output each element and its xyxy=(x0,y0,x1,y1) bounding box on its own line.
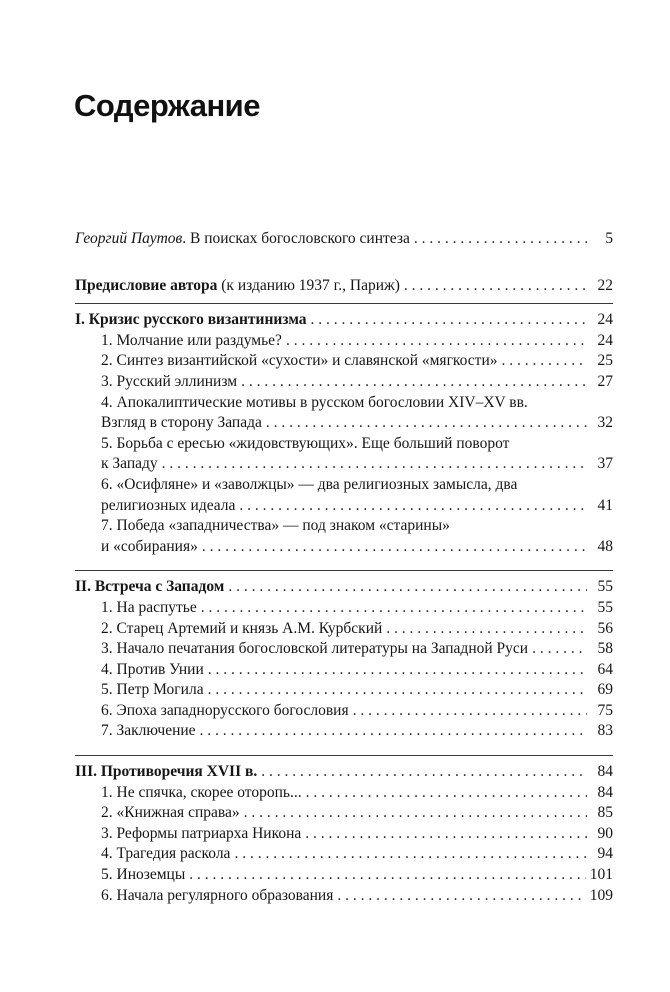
page-number: 84 xyxy=(597,783,613,801)
subentry-title: 1. Молчание или раздумье? xyxy=(101,331,282,349)
toc-subentry[interactable] xyxy=(75,701,613,722)
subentry-title: 2. «Книжная справа» xyxy=(101,804,240,822)
subentry-title: 3. Реформы патриарха Никона xyxy=(101,824,302,842)
chapter-title: III. Противоречия XVII в. xyxy=(75,763,258,781)
dot-leader xyxy=(261,762,587,783)
toc-subentry[interactable] xyxy=(75,351,613,372)
toc-subentry[interactable] xyxy=(75,680,613,701)
dot-leader xyxy=(208,660,587,681)
page-number: 41 xyxy=(597,496,613,514)
subentry-row xyxy=(101,886,613,907)
page-number: 94 xyxy=(597,845,613,863)
subentry-row xyxy=(101,372,613,393)
page-number: 5 xyxy=(605,230,613,247)
dot-leader xyxy=(353,701,587,722)
toc-subentry[interactable] xyxy=(75,331,613,352)
page-number: 27 xyxy=(597,372,613,390)
dot-leader xyxy=(306,783,587,804)
page-number: 25 xyxy=(597,352,613,370)
dot-leader xyxy=(404,276,587,297)
page-number: 101 xyxy=(589,866,613,884)
subentry-title: 2. Старец Артемий и князь А.М. Курбский xyxy=(101,619,383,637)
page-number: 83 xyxy=(597,722,613,740)
page-number: 58 xyxy=(597,640,613,658)
dot-leader xyxy=(228,577,587,598)
spacer xyxy=(75,250,613,276)
dot-leader xyxy=(189,865,585,886)
subentry-title: религиозных идеала xyxy=(101,496,236,514)
toc-entry-chapter[interactable] xyxy=(75,577,613,598)
subentry-title: 7. Заключение xyxy=(101,722,196,740)
toc-subentry[interactable] xyxy=(75,475,613,516)
subentry-row xyxy=(101,619,613,640)
page-number: 55 xyxy=(597,578,613,596)
subentry-title: 5. Петр Могила xyxy=(101,681,204,699)
dot-leader xyxy=(244,803,587,824)
dot-leader xyxy=(162,454,587,475)
subentry-row xyxy=(101,721,613,742)
dot-leader xyxy=(208,680,587,701)
section-divider xyxy=(75,570,613,571)
toc-entry-intro[interactable] xyxy=(75,229,613,250)
dot-leader xyxy=(305,824,587,845)
subentry-row xyxy=(101,680,613,701)
dot-leader xyxy=(502,351,588,372)
page-number: 48 xyxy=(597,537,613,555)
toc-subentry[interactable] xyxy=(75,434,613,475)
toc-entry-text xyxy=(75,276,400,297)
subentry-title: и «собирания» xyxy=(101,537,198,555)
toc-subentry[interactable] xyxy=(75,886,613,907)
toc-entry-preface[interactable] xyxy=(75,276,613,297)
subentry-row xyxy=(101,783,613,804)
subentry-title: 6. Начала регулярного образования xyxy=(101,886,334,904)
toc-subentry[interactable] xyxy=(75,844,613,865)
subentry-title: 2. Синтез византийской «сухости» и славянской «мягкости» xyxy=(101,352,498,370)
chapter-title: I. Кризис русского византинизма xyxy=(75,311,307,329)
subentry-row xyxy=(101,865,613,886)
page-number: 75 xyxy=(597,701,613,719)
spacer xyxy=(75,742,613,748)
page-number: 37 xyxy=(597,455,613,473)
toc-subentry[interactable] xyxy=(75,393,613,434)
dot-leader xyxy=(311,310,587,331)
subentry-title: 3. Русский эллинизм xyxy=(101,372,238,390)
toc-entry-chapter[interactable] xyxy=(75,762,613,783)
toc-subentry[interactable] xyxy=(75,783,613,804)
subentry-title-line: 6. «Осифляне» и «заволжцы» — два религиозных замысла, два xyxy=(101,475,518,493)
subentry-row xyxy=(101,537,613,558)
subentry-title: 3. Начало печатания богословской литературы на Западной Руси xyxy=(101,640,529,658)
subentry-title: Взгляд в сторону Запада xyxy=(101,414,262,432)
dot-leader xyxy=(241,372,587,393)
subentry-title: 1. Не спячка, скорее оторопь... xyxy=(101,783,302,801)
spacer xyxy=(75,557,613,563)
subentry-title: 5. Иноземцы xyxy=(101,866,186,884)
page-number: 55 xyxy=(597,598,613,616)
dot-leader xyxy=(386,619,587,640)
page-number: 109 xyxy=(589,886,613,904)
subentry-row xyxy=(101,701,613,722)
page-number: 69 xyxy=(597,681,613,699)
dot-leader xyxy=(201,598,587,619)
entry-title: . В поисках богословского синтеза xyxy=(182,230,410,247)
dot-leader xyxy=(337,886,585,907)
subentry-title: к Западу xyxy=(101,455,158,473)
subentry-row xyxy=(101,331,613,352)
dot-leader xyxy=(532,639,587,660)
dot-leader xyxy=(202,537,587,558)
subentry-title: 1. На распутье xyxy=(101,598,197,616)
dot-leader xyxy=(266,413,587,434)
page-number: 84 xyxy=(597,763,613,781)
toc-entry-chapter[interactable] xyxy=(75,310,613,331)
subentry-title-line: 7. Победа «западничества» — под знаком «старины» xyxy=(101,517,450,535)
toc-subentry[interactable] xyxy=(75,372,613,393)
toc-subentry[interactable] xyxy=(75,803,613,824)
subentry-row xyxy=(101,844,613,865)
subentry-title: 4. Трагедия раскола xyxy=(101,845,231,863)
page-number: 90 xyxy=(597,824,613,842)
subentry-title: 4. Против Унии xyxy=(101,660,204,678)
toc-subentry[interactable] xyxy=(75,660,613,681)
dot-leader xyxy=(414,229,587,250)
subentry-row xyxy=(101,496,613,517)
dot-leader xyxy=(239,496,587,517)
subentry-row xyxy=(101,351,613,372)
toc-subentry[interactable] xyxy=(75,721,613,742)
section-divider xyxy=(75,755,613,756)
page-number: 85 xyxy=(597,804,613,822)
page-number: 32 xyxy=(597,414,613,432)
toc-entry-text xyxy=(75,229,410,250)
toc-subentry[interactable] xyxy=(75,516,613,557)
subentry-row xyxy=(101,824,613,845)
page-number: 22 xyxy=(597,276,613,294)
toc-subentry[interactable] xyxy=(75,639,613,660)
page-number: 56 xyxy=(597,619,613,637)
toc-subentry[interactable] xyxy=(75,598,613,619)
subentry-row xyxy=(101,454,613,475)
subentry-row xyxy=(101,598,613,619)
subentry-title-line: 5. Борьба с ересью «жидовствующих». Еще больший поворот xyxy=(101,434,510,452)
chapter-title: II. Встреча с Западом xyxy=(75,578,225,596)
section-divider xyxy=(75,303,613,304)
chapter-list xyxy=(75,303,613,906)
subentry-row xyxy=(101,660,613,681)
dot-leader xyxy=(234,844,587,865)
entry-title: Предисловие автора xyxy=(75,276,218,294)
author-name: Георгий Паутов xyxy=(75,230,183,247)
table-of-contents xyxy=(75,229,613,906)
subentry-row xyxy=(101,803,613,824)
subentry-title-line: 4. Апокалиптические мотивы в русском богословии XIV–XV вв. xyxy=(101,393,528,411)
toc-subentry[interactable] xyxy=(75,865,613,886)
page-number: 24 xyxy=(597,331,613,349)
page-title: Содержание xyxy=(74,88,260,123)
dot-leader xyxy=(200,721,587,742)
subentry-row xyxy=(101,413,613,434)
page-number: 64 xyxy=(597,660,613,678)
subentry-title: 6. Эпоха западнорусского богословия xyxy=(101,701,349,719)
toc-subentry[interactable] xyxy=(75,824,613,845)
toc-subentry[interactable] xyxy=(75,619,613,640)
entry-note: (к изданию 1937 г., Париж) xyxy=(217,276,400,294)
subentry-row xyxy=(101,639,613,660)
dot-leader xyxy=(286,331,587,352)
page-number: 24 xyxy=(597,311,613,329)
